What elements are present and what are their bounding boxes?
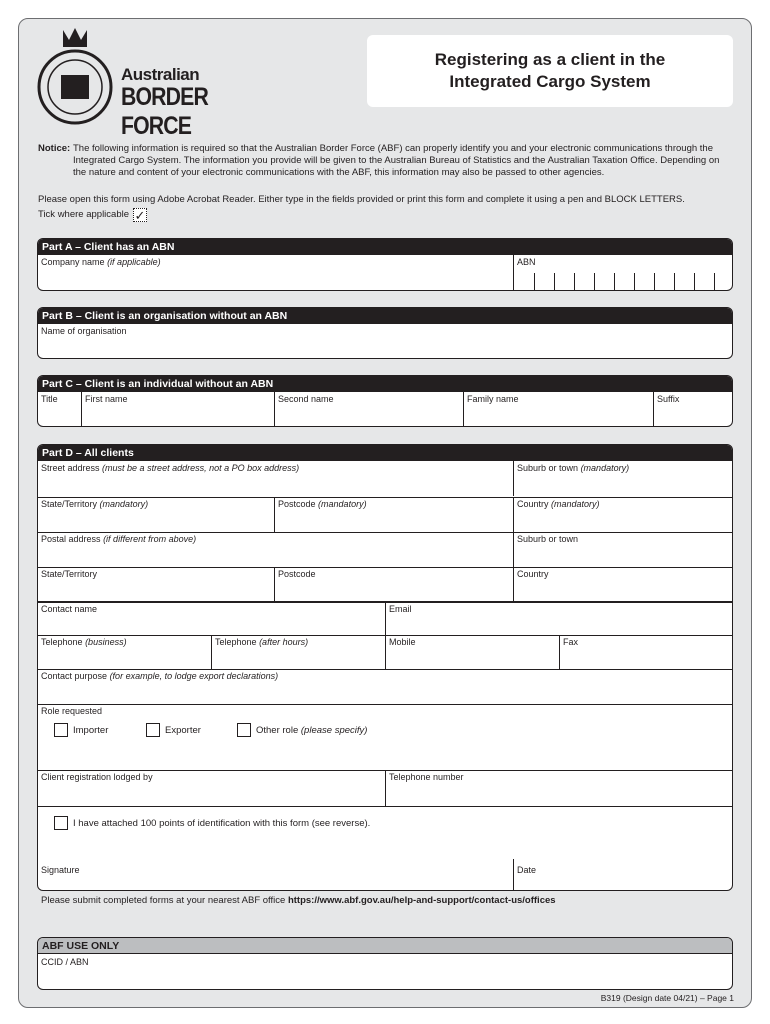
note: (for example, to lodge export declarations): [109, 671, 279, 681]
label: Contact purpose: [41, 671, 108, 681]
logo-line2: BORDER FORCE: [121, 83, 208, 140]
title-line2: Integrated Cargo System: [449, 72, 651, 91]
label: Telephone: [41, 637, 83, 647]
part-c: [37, 375, 733, 427]
telephone-business-field[interactable]: [38, 635, 211, 669]
postal-country-field[interactable]: [513, 567, 733, 601]
label: Date: [517, 865, 537, 875]
part-d: [37, 444, 733, 891]
label: Company name: [41, 257, 105, 267]
label: Client registration lodged by: [41, 772, 153, 782]
tick-label: Tick where applicable: [38, 209, 129, 220]
label: Telephone number: [389, 772, 464, 782]
part-d-header: Part D – All clients: [38, 445, 732, 461]
title-line1: Registering as a client in the: [434, 50, 666, 69]
part-b: [37, 307, 733, 359]
family-name-field[interactable]: [463, 392, 653, 427]
label: Telephone: [215, 637, 257, 647]
notice: [38, 143, 728, 179]
ccid-abn-field[interactable]: [38, 955, 733, 990]
telephone-number-field[interactable]: [385, 770, 733, 806]
exporter-checkbox[interactable]: [146, 723, 201, 737]
label: Mobile: [389, 637, 416, 647]
label: Street address: [41, 463, 100, 473]
suffix-field[interactable]: [653, 392, 733, 427]
telephone-after-hours-field[interactable]: [211, 635, 385, 669]
note: (must be a street address, not a PO box address): [102, 463, 300, 473]
part-a-header: Part A – Client has an ABN: [38, 239, 732, 255]
checkbox-icon: [237, 723, 251, 737]
notice-text: The following information is required so that the Australian Border Force (ABF) can properly identify you and your electronic communications through the Integrated Cargo System. The information you provide will be given to the Australian Bureau of Statistics and the Australian Taxation Office. Depending on the nature and content of your electronic communications with the ABF, this information may also be passed to other agencies.: [73, 143, 720, 178]
note: (business): [85, 637, 127, 647]
checkbox-icon: [54, 723, 68, 737]
company-name-field[interactable]: [38, 255, 513, 291]
part-b-header: Part B – Client is an organisation without an ABN: [38, 308, 732, 324]
note: (mandatory): [99, 499, 149, 509]
street-address-field[interactable]: [38, 461, 513, 496]
note: (mandatory): [551, 499, 600, 509]
label: Country: [517, 569, 549, 579]
country-field[interactable]: [513, 497, 733, 532]
note: (mandatory): [580, 463, 630, 473]
notice-label: Notice:: [38, 143, 71, 154]
label: State/Territory: [41, 569, 98, 579]
first-name-field[interactable]: [81, 392, 274, 427]
footer: B319 (Design date 04/21) – Page 1: [600, 993, 734, 1003]
label: Suburb or town: [517, 463, 579, 473]
postal-suburb-field[interactable]: [513, 532, 733, 567]
signature-field[interactable]: [38, 859, 513, 891]
label: Signature: [41, 865, 80, 875]
label: Other role: [256, 724, 299, 736]
email-field[interactable]: [385, 602, 733, 636]
label: Second name: [278, 394, 334, 404]
date-field[interactable]: [513, 859, 733, 891]
offices-link[interactable]: https://www.abf.gov.au/help-and-support/contact-us/offices: [287, 895, 556, 906]
role-label: Role requested: [41, 706, 103, 716]
label: Exporter: [165, 724, 201, 736]
submit-note: [41, 895, 556, 906]
label: CCID / ABN: [41, 957, 89, 967]
abf-logo: [35, 25, 270, 140]
label: Suffix: [657, 394, 680, 404]
instructions: Please open this form using Adobe Acrobat Reader. Either type in the fields provided or print this form and complete it using a pen and BLOCK LETTERS.: [38, 194, 685, 205]
label: Country: [517, 499, 549, 509]
label: Family name: [467, 394, 519, 404]
label: Name of organisation: [41, 326, 127, 336]
abn-field[interactable]: [513, 255, 733, 291]
label: First name: [85, 394, 128, 404]
contact-name-field[interactable]: [38, 602, 385, 636]
form-title: [367, 35, 733, 107]
title-field[interactable]: [38, 392, 81, 427]
postal-state-field[interactable]: [38, 567, 274, 601]
label: ABN: [517, 257, 536, 267]
mobile-field[interactable]: [385, 635, 559, 669]
note: (after hours): [259, 637, 309, 647]
lodged-by-field[interactable]: [38, 770, 385, 806]
fax-field[interactable]: [559, 635, 733, 669]
label: Fax: [563, 637, 579, 647]
logo-line1: Australian: [121, 65, 200, 84]
suburb-field[interactable]: [513, 461, 733, 496]
abf-use-header: ABF USE ONLY: [38, 938, 732, 954]
abf-use-only: [37, 937, 733, 990]
postcode-field[interactable]: [274, 497, 513, 532]
part-a: [37, 238, 733, 291]
label: Postal address: [41, 534, 101, 544]
postal-address-field[interactable]: [38, 532, 513, 567]
label: I have attached 100 points of identification with this form (see reverse).: [73, 817, 371, 829]
label: Title: [41, 394, 58, 404]
postal-postcode-field[interactable]: [274, 567, 513, 601]
note: (please specify): [300, 724, 368, 736]
tick-example-icon: ✓: [134, 208, 146, 223]
other-role-checkbox[interactable]: [237, 723, 367, 737]
checkbox-icon: [146, 723, 160, 737]
label: Contact name: [41, 604, 98, 614]
label: Email: [389, 604, 412, 614]
crest-icon: [35, 25, 115, 130]
organisation-name-field[interactable]: [38, 324, 733, 359]
state-field[interactable]: [38, 497, 274, 532]
label: Suburb or town: [517, 534, 579, 544]
part-c-header: Part C – Client is an individual without an ABN: [38, 376, 732, 392]
submit-text: Please submit completed forms at your nearest ABF office: [41, 895, 286, 906]
label: Importer: [73, 724, 109, 736]
label: State/Territory: [41, 499, 98, 509]
note: (if applicable): [107, 257, 161, 267]
note: (if different from above): [103, 534, 197, 544]
tick-legend: [38, 208, 147, 222]
note: (mandatory): [318, 499, 367, 509]
second-name-field[interactable]: [274, 392, 463, 427]
importer-checkbox[interactable]: [54, 723, 108, 737]
contact-purpose-field[interactable]: [38, 669, 733, 704]
checkbox-icon: [54, 816, 68, 830]
identification-checkbox[interactable]: [54, 816, 370, 830]
label: Postcode: [278, 499, 316, 509]
label: Postcode: [278, 569, 316, 579]
